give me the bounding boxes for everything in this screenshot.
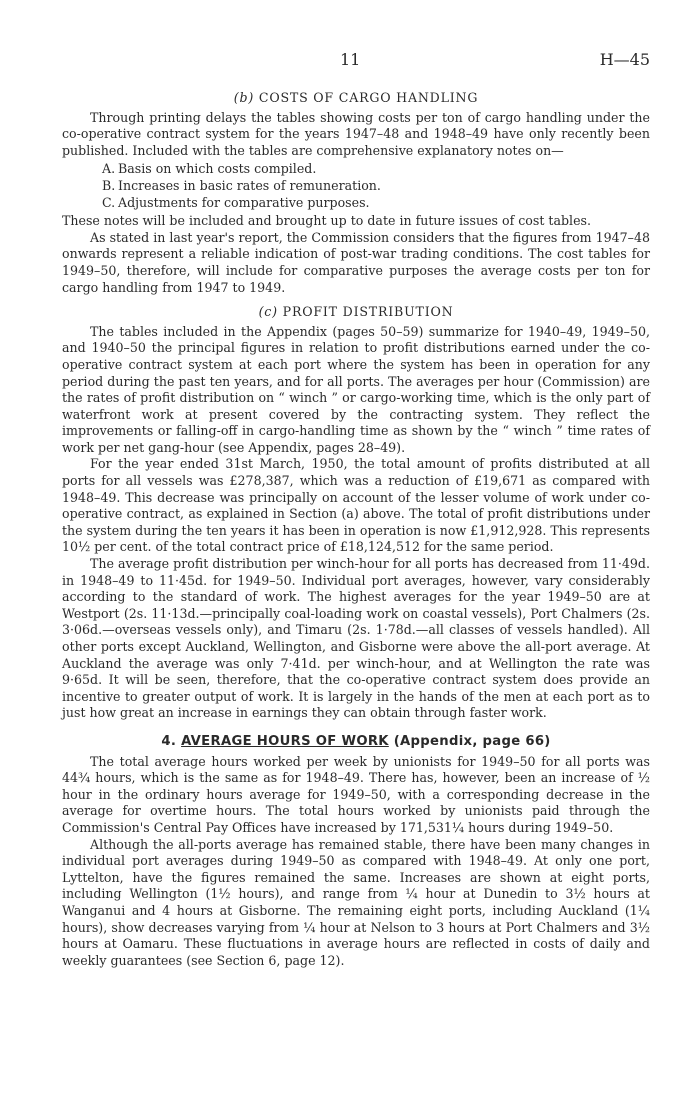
section-c-paragraph-2: For the year ended 31st March, 1950, the total amount of profits distributed at all ports for all vessels was £278,387, which was a reduction of £19,671 as compared with 1948–49. This decrease was principally on account of the lesser volume of work under co-operative contract, as explained in Section (a) above. The total of profit distributions under the system during the ten years it has been in operation is now £1,912,928. This represents 10½ per cent. of the total contract price of £18,124,512 for the same period.: [62, 456, 650, 555]
page-number: 11: [340, 50, 361, 69]
section-c-label: (c): [258, 304, 278, 320]
section-4-paragraph-2: Although the all-ports average has remained stable, there have been many changes in individual port averages during 1949–50 as compared with 1948–49. At only one port, Lyttelton, have the figures remained the same. Increases are shown at eight ports, including Wellington (1½ hours), and range from ¼ hour at Dunedin to 3½ hours at Wanganui and 4 hours at Gisborne. The remaining eight ports, including Auckland (1¼ hours), show decreases varying from ¼ hour at Nelson to 3 hours at Port Chalmers and 3½ hours at Oamaru. These fluctuations in average hours are reflected in costs of daily and weekly guarantees (see Section 6, page 12).: [62, 836, 650, 968]
section-b-paragraph-1: Through printing delays the tables showing costs per ton of cargo handling under the co-operative contract system for the years 1947–48 and 1948–49 have only recently been published. Included with the tables are comprehensive explanatory notes on—: [62, 109, 650, 158]
section-4-suffix: (Appendix, page 66): [393, 733, 551, 749]
section-4-number: 4.: [161, 733, 177, 749]
section-c-heading: [62, 304, 650, 321]
section-b-paragraph-2: These notes will be included and brought up to date in future issues of cost tables.: [62, 213, 591, 229]
document-page: [62, 48, 650, 969]
section-b-paragraph-3: As stated in last year's report, the Commission considers that the figures from 1947–48 onwards represent a reliable indication of post-war trading conditions. The cost tables for 1949–50, therefore, will include for comparative purposes the average costs per ton for cargo handling from 1947 to 1949.: [62, 229, 650, 295]
section-c-title: PROFIT DISTRIBUTION: [282, 304, 454, 320]
section-c-paragraph-1: The tables included in the Appendix (pages 50–59) summarize for 1940–49, 1949–50, and 1940–50 the principal figures in relation to profit distributions earned under the co-operative contract system at each port where the system has been in operation for any period during the past ten years, and for all ports. The averages per hour (Commission) are the rates of profit distribution on “ winch ” or cargo-working time, which is the only part of waterfront work at present covered by the contracting system. They reflect the improvements or falling-off in cargo-handling time as shown by the “ winch ” time rates of work per net gang-hour (see Appendix, pages 28–49).: [62, 323, 650, 455]
section-c-paragraph-3: The average profit distribution per winch-hour for all ports has decreased from 11·49d. in 1948–49 to 11·45d. for 1949–50. Individual port averages, however, vary considerably according to the standard of work. The highest averages for the year 1949–50 are at Westport (2s. 11·13d.—principally coal-loading work on coastal vessels), Port Chalmers (2s. 3·06d.—overseas vessels only), and Timaru (2s. 1·78d.—all classes of vessels handled). All other ports except Auckland, Wellington, and Gisborne were above the all-port average. At Auckland the average was only 7·41d. per winch-hour, and at Wellington the rate was 9·65d. It will be seen, therefore, that the co-operative contract system does provide an incentive to greater output of work. It is largely in the hands of the men at each port as to just how great an increase in earnings they can obtain through faster work.: [62, 556, 650, 721]
list-item: B. Increases in basic rates of remuneration.: [102, 177, 381, 193]
section-b-heading: [62, 90, 650, 107]
page-header: [62, 48, 650, 72]
list-item: C. Adjustments for comparative purposes.: [102, 194, 370, 210]
section-4-title: AVERAGE HOURS OF WORK: [181, 733, 389, 749]
section-b-label: (b): [233, 90, 255, 105]
section-b-title: COSTS OF CARGO HANDLING: [258, 90, 479, 105]
section-4-paragraph-1: The total average hours worked per week by unionists for 1949–50 for all ports was 44¾ hours, which is the same as for 1948–49. There has, however, been an increase of ½ hour in the ordinary hours average for 1949–50, with a corresponding decrease in the average for overtime hours. The total hours worked by unionists paid through the Commission's Central Pay Offices have increased by 171,531¼ hours during 1949–50.: [62, 753, 650, 835]
section-4-heading: [62, 734, 650, 751]
document-reference: H—45: [599, 50, 650, 69]
list-item: A. Basis on which costs compiled.: [102, 161, 317, 177]
explanatory-notes-list: [102, 161, 650, 211]
